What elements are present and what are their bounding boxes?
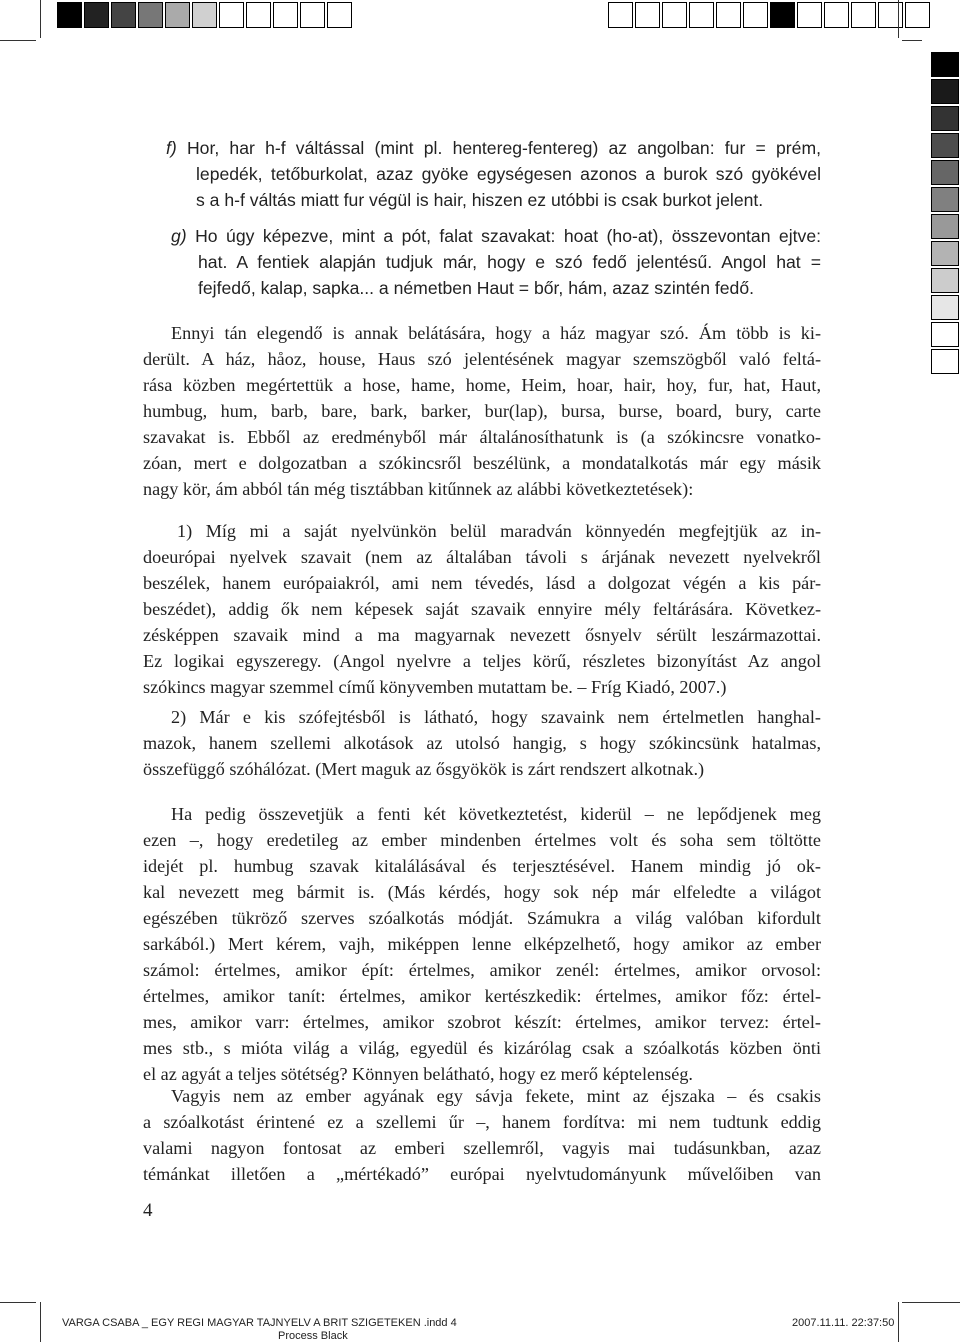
paragraph-f-label: f) [166,138,177,158]
crop-mark-top-right-h [902,40,922,41]
paragraph-g-label: g) [171,226,187,246]
footer-file: VARGA CSABA _ EGY REGI MAGYAR TAJNYELV A BRIT SZIGETEKEN .indd 4 [62,1317,457,1329]
crop-mark-bottom-right-h [902,1302,960,1303]
paragraph-point-2: 2) Már e kis szófejtésből is látható, hogy szavaink nem értelmetlen hanghal- mazok, hanem szellemi alkotások az utolsó hangig, s hogy szókincsünk hatalmas, összefüggő szóhálózat. (Mert maguk az ősgyökök is zárt rendszert alkotnak.) [143,707,821,779]
footer-date: 2007.11.11. 22:37:50 [792,1317,895,1329]
gray-scale-bar [931,52,959,376]
crop-mark-bottom-right [898,1302,899,1342]
crop-mark-top-right [898,0,899,38]
color-bar-left [57,2,354,28]
paragraph-f: f) Hor, har h-f váltással (mint pl. hentereg-fentereg) az angolban: fur = prém, lepedék, tetőburkolat, azaz gyöke egységesen azonos a burok szó gyökével s a h-f váltás miatt fur végül is hair, hiszen ez utóbbi is csak burkot jelent. [166,138,821,210]
crop-mark-bottom-left [40,1302,41,1342]
page-number: 4 [143,1200,153,1221]
paragraph-point-1: 1) Míg mi a saját nyelvünkön belül maradván könnyedén megfejtjük az in- doeurópai nyelvek szavait (nem az általában távoli s árjának nevezett nyelvekről beszélek, hanem európaiakról, ami nem tévedés, lásd a dolgozat végén a kis pár- beszédet), addig ők nem képesek saját szavaik ennyire mély feltárására. Következ- zésképpen szavaik mind a ma magyarnak nevezett ősnyelv sérült leszármazottai. Ez logikai egyszeregy. (Angol nyelvre a teljes körű, részletes bizonyítást Az angol szókincs magyar szemmel című könyvemben mutattam be. – Fríg Kiadó, 2007.) [143,521,821,697]
footer-plate: Process Black [278,1330,348,1342]
crop-mark-top-left [40,0,41,38]
paragraph-vagyis: Vagyis nem az ember agyának egy sávja fekete, mint az éjszaka – és csakis a szóalkotást érintené ez a szellemi űr –, hanem fordítva: mi nem tudtunk eddig valami nagyon fontosat az emberi szellemről, vagyis mai tudásunkban, azaz témánkat illetően a „mértékadó” európai nyelvtudományunk művelőiben van [143,1086,821,1184]
color-bar-right [608,2,932,28]
crop-mark-top-left-h [0,40,36,41]
paragraph-ennyi: Ennyi tán elegendő is annak belátására, hogy a ház magyar szó. Ám több is ki- derült. A ház, håoz, house, Haus szó jelentésének magyar szemszögből való feltá- rása közben megértettük a hose, hame, home, Heim, hoar, hair, hoy, fur, hat, Haut, humbug, hum, barb, bare, bark, barker, bur(lap), bursa, burse, board, bury, carte szavakat is. Ebből az eredményből már általánosíthatunk is (a szókincsre vonatko- zóan, mert e dolgozatban a szókincsről beszélünk, a mondatalkotás már egy másik nagy kör, ám abból tán még tisztábban kitűnnek az alábbi következtetések): [143,323,821,499]
crop-mark-bottom-left-h [0,1302,36,1303]
paragraph-g: g) Ho úgy képezve, mint a pót, falat szavakat: hoat (ho-at), összevontan ejtve: hat. A fentiek alapján tudjuk már, hogy e szó fedő jelentésű. Angol hat = fejfedő, kalap, sapka... a németben Haut = bőr, hám, azaz szintén fedő. [171,226,821,298]
paragraph-ha-pedig: Ha pedig összevetjük a fenti két következtetést, kiderül – ne lepődjenek meg ezen –, hogy eredetileg az ember mindenben értelmes volt és soha sem töltötte idejét pl. humbug szavak kitalálásával és terjesztésével. Hanem mindig jó ok- kal nevezett meg bármit is. (Más kérdés, hogy sok nép már elfeledte a világot egészében tükröző szerves szóalkotás módját. Számukra a világ valóban kifordult sarkából.) Mert kérem, vajh, miképpen lenne elképzelhető, hogy amikor az ember számol: értelmes, amikor épít: értelmes, amikor zenél: értelmes, amikor orvosol: értelmes, amikor tanít: értelmes, amikor kertészkedik: értelmes, amikor főz: értel- mes, amikor varr: értelmes, amikor szobrot készít: értelmes, amikor tervez: értel- mes stb., s mióta világ a világ, egyedül és kizárólag csak a szóalkotás közben önti el az agyát a teljes sötétség? Könnyen belátható, hogy ez merő képtelenség. [143,804,821,1084]
